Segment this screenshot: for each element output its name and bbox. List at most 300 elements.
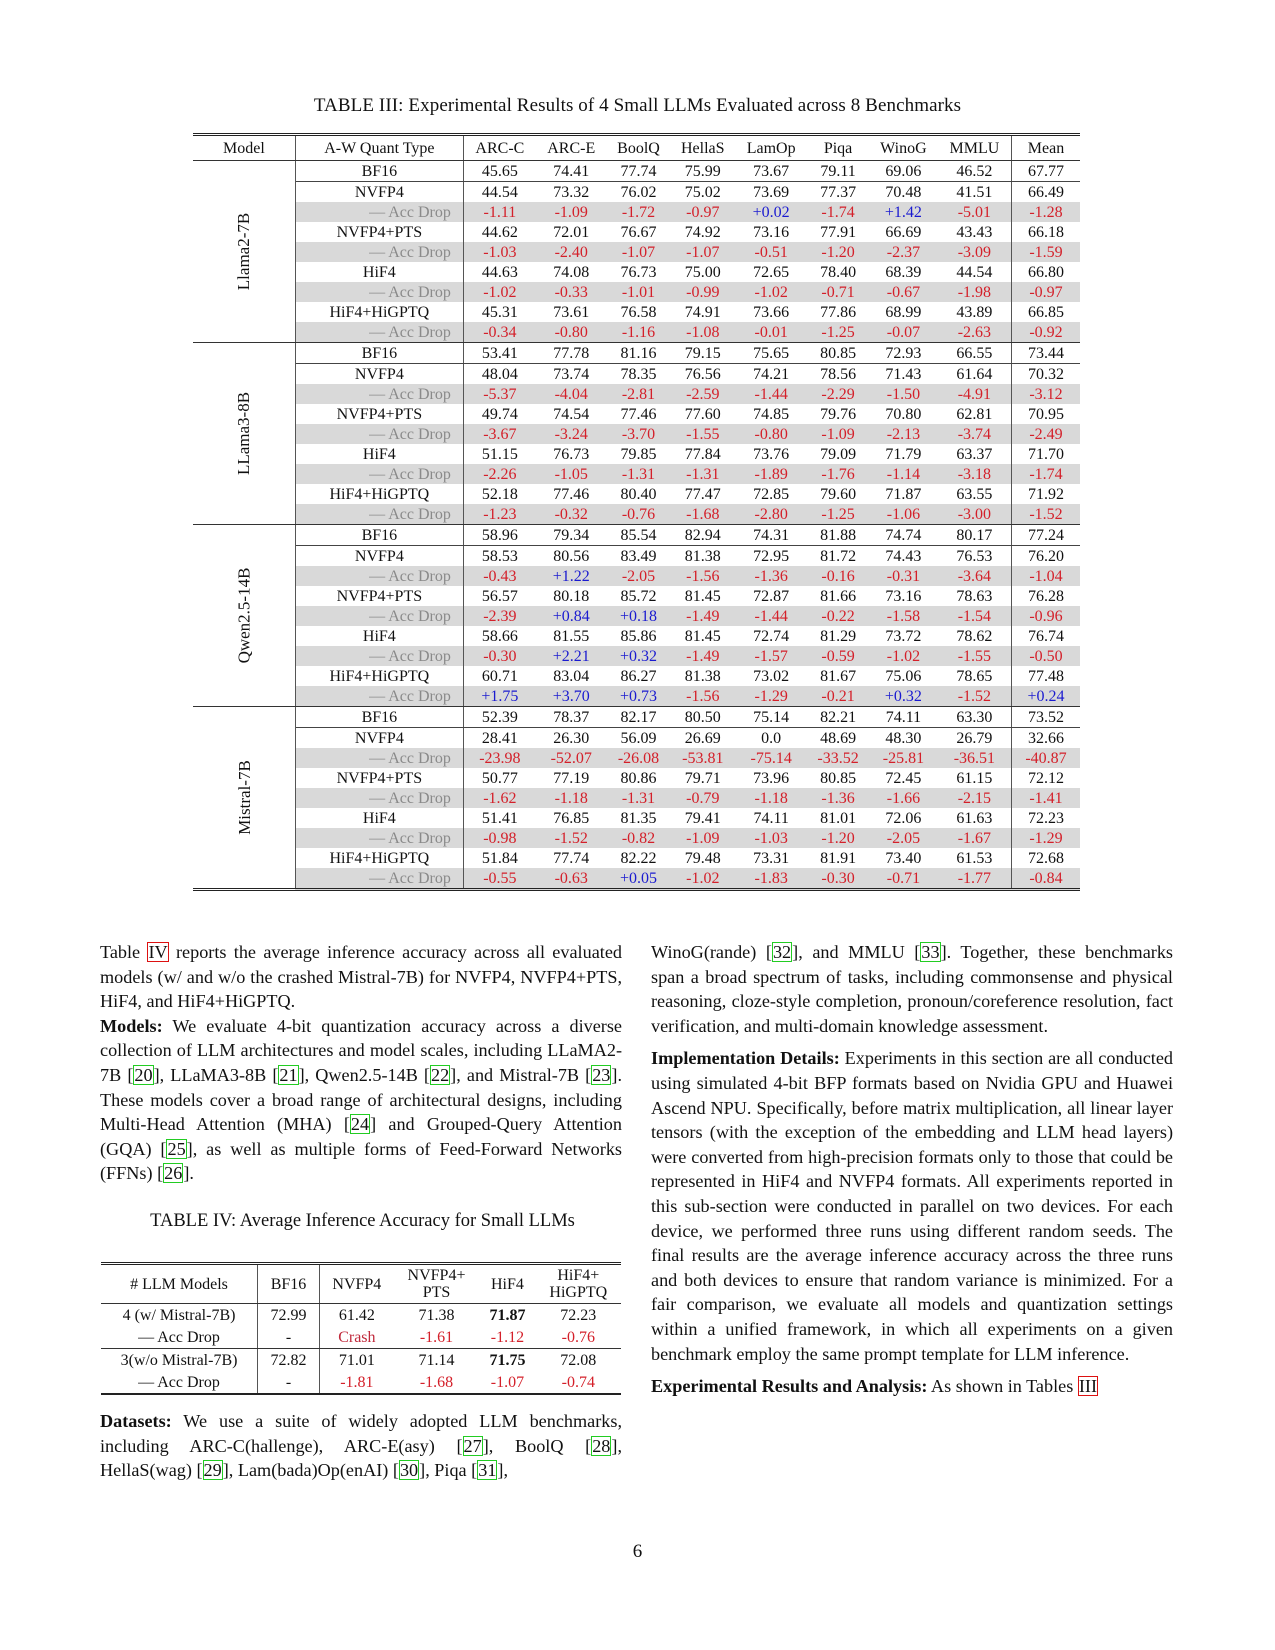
quant-type: HiF4+HiGPTQ	[295, 666, 463, 686]
acc-drop-cell: -0.30	[807, 868, 869, 890]
value-cell: 72.01	[553, 223, 590, 241]
table-row-acc-drop	[193, 504, 1080, 525]
acc-drop-cell: -1.36	[807, 788, 869, 808]
table-3-caption: TABLE III: Experimental Results of 4 Small LLMs Evaluated across 8 Benchmarks	[313, 95, 962, 116]
quant-type: HiF4	[295, 626, 463, 646]
value-cell: 73.02	[753, 667, 790, 685]
table-row-acc-drop	[193, 686, 1080, 707]
acc-drop-cell: -1.41	[1012, 788, 1081, 808]
right-column	[651, 940, 1173, 1399]
value-cell: 44.54	[481, 183, 518, 201]
value-cell: 78.63	[956, 587, 993, 605]
value-cell: 79.76	[820, 405, 857, 423]
value-cell: 68.39	[885, 263, 922, 281]
value-cell: 67.77	[1012, 161, 1081, 182]
acc-drop-cell: -0.32	[536, 504, 607, 525]
header-piqa: Piqa	[807, 135, 869, 161]
acc-drop-cell: -3.24	[536, 424, 607, 444]
value-cell: 76.02	[620, 183, 657, 201]
models-heading: Models:	[100, 1015, 163, 1036]
acc-drop-cell: +0.24	[1012, 686, 1081, 707]
header-model: Model	[193, 135, 295, 161]
acc-drop-cell: -2.05	[869, 828, 938, 848]
citation-link[interactable]: 24	[350, 1114, 370, 1135]
value-cell: 63.37	[956, 445, 993, 463]
value-cell: 70.32	[1012, 364, 1081, 385]
value-cell: 76.53	[956, 547, 993, 565]
acc-drop-cell: +3.70	[536, 686, 607, 707]
acc-drop-cell: -26.08	[607, 748, 671, 768]
value-cell: 70.95	[1012, 404, 1081, 424]
value-cell: 45.65	[463, 161, 536, 182]
acc-drop-cell: -1.20	[807, 828, 869, 848]
paragraph-table-iv-summary: Table IV reports the average inference accuracy across all evaluated models (w/ and w/o the crashed Mistral-7B) for NVFP4, NVFP4+PTS, HiF4, and HiF4+HiGPTQ.	[100, 942, 622, 1012]
value-cell: 66.55	[938, 343, 1012, 364]
acc-drop-cell: -1.20	[807, 242, 869, 262]
value-cell: 77.60	[684, 405, 721, 423]
table-row	[193, 343, 1080, 364]
acc-drop-cell: -1.02	[869, 646, 938, 666]
acc-drop-cell: -1.03	[735, 828, 807, 848]
value-cell: 71.43	[885, 365, 922, 383]
header-boolq: BoolQ	[607, 135, 671, 161]
acc-drop-cell: +0.05	[607, 868, 671, 890]
acc-drop-cell: -1.31	[607, 788, 671, 808]
acc-drop-cell: -0.80	[536, 322, 607, 343]
table-row	[193, 546, 1080, 567]
value-cell: 73.32	[553, 183, 590, 201]
acc-drop-cell: -0.63	[536, 868, 607, 890]
acc-drop-cell: -2.59	[670, 384, 735, 404]
left-column-datasets	[100, 1409, 622, 1483]
value-cell: 77.78	[536, 343, 607, 364]
acc-drop-cell: -0.51	[735, 242, 807, 262]
value-cell: 72.68	[1012, 848, 1081, 868]
value-cell: 52.39	[463, 707, 536, 728]
quant-type: NVFP4	[295, 182, 463, 203]
acc-drop-cell: -1.07	[670, 242, 735, 262]
value-cell: 70.48	[885, 183, 922, 201]
acc-drop-cell: -2.05	[607, 566, 671, 586]
implementation-heading: Implementation Details:	[651, 1048, 840, 1069]
value-cell: 74.92	[684, 223, 721, 241]
value-cell: 77.24	[1012, 525, 1081, 546]
value-cell: 66.18	[1012, 222, 1081, 242]
quant-type: NVFP4+PTS	[295, 222, 463, 242]
value-cell: 72.74	[753, 627, 790, 645]
table-ref-link[interactable]: III	[1078, 1376, 1098, 1397]
value-cell: 79.71	[684, 769, 721, 787]
value-cell: 66.69	[885, 223, 922, 241]
acc-drop-cell: -1.01	[607, 282, 671, 302]
table-4-header-row	[101, 1264, 621, 1304]
acc-drop-cell: -1.07	[607, 242, 671, 262]
value-cell: 48.69	[820, 729, 857, 747]
acc-drop-cell: -0.97	[1012, 282, 1081, 302]
value-cell: 81.16	[607, 343, 671, 364]
header-winog: WinoG	[869, 135, 938, 161]
model-label: Qwen2.5-14B	[193, 525, 295, 707]
value-cell: 76.56	[684, 365, 721, 383]
table-row	[193, 364, 1080, 385]
table-row-acc-drop	[193, 788, 1080, 808]
citation-link[interactable]: 23	[592, 1064, 611, 1085]
table-row	[193, 728, 1080, 749]
acc-drop-label: — Acc Drop	[295, 202, 463, 222]
value-cell: 76.58	[620, 303, 657, 321]
header-arc-e: ARC-E	[536, 135, 607, 161]
acc-drop-cell: -0.84	[1012, 868, 1081, 890]
acc-drop-label: — Acc Drop	[295, 504, 463, 525]
acc-drop-cell: -2.26	[463, 464, 536, 484]
table-row-acc-drop	[193, 424, 1080, 444]
header-arc-c: ARC-C	[463, 135, 536, 161]
value-cell: 26.79	[956, 729, 993, 747]
value-cell: 73.72	[885, 627, 922, 645]
acc-drop-cell: -1.54	[938, 606, 1012, 626]
value-cell: 72.65	[753, 263, 790, 281]
value-cell: 75.02	[684, 183, 721, 201]
value-cell: 58.96	[463, 525, 536, 546]
acc-drop-cell: -0.21	[807, 686, 869, 707]
acc-drop-cell: -1.55	[938, 646, 1012, 666]
table-row-acc-drop	[193, 606, 1080, 626]
acc-drop-cell: -1.57	[735, 646, 807, 666]
table-row-acc-drop: — Acc Drop - Crash -1.61 -1.12 -0.76	[101, 1326, 621, 1349]
quant-type: NVFP4+PTS	[295, 768, 463, 788]
value-cell: 73.52	[1012, 707, 1081, 728]
acc-drop-cell: -0.92	[1012, 322, 1081, 343]
value-cell: 73.66	[753, 303, 790, 321]
value-cell: 77.84	[684, 445, 721, 463]
value-cell: 83.49	[620, 547, 657, 565]
value-cell: 78.56	[820, 365, 857, 383]
value-cell: 50.77	[481, 769, 518, 787]
table-row-acc-drop	[193, 464, 1080, 484]
acc-drop-cell: +1.75	[463, 686, 536, 707]
acc-drop-cell: -1.67	[938, 828, 1012, 848]
header-hif4: HiF4	[479, 1264, 535, 1304]
acc-drop-cell: -75.14	[735, 748, 807, 768]
value-cell: 76.67	[620, 223, 657, 241]
value-cell: 74.11	[753, 809, 789, 827]
acc-drop-cell: -2.81	[607, 384, 671, 404]
table-row: 4 (w/ Mistral-7B) 72.99 61.42 71.38 71.87 72.23	[101, 1304, 621, 1327]
acc-drop-cell: -0.01	[735, 322, 807, 343]
citation-link[interactable]: 28	[592, 1435, 611, 1456]
value-cell: 79.11	[807, 161, 869, 182]
citation-link[interactable]: 20	[134, 1064, 153, 1085]
acc-drop-label: — Acc Drop	[295, 322, 463, 343]
citation-link[interactable]: 25	[167, 1138, 186, 1159]
table-row-acc-drop	[193, 566, 1080, 586]
citation-link[interactable]: 33	[921, 942, 940, 962]
acc-drop-label: — Acc Drop	[295, 828, 463, 848]
header-hif4-higptq: HiF4+ HiGPTQ	[536, 1264, 621, 1304]
value-cell: 73.69	[753, 183, 790, 201]
value-cell: 79.15	[670, 343, 735, 364]
value-cell: 80.56	[553, 547, 590, 565]
acc-drop-cell: -1.02	[463, 282, 536, 302]
acc-drop-cell: -1.31	[607, 464, 671, 484]
value-cell: 62.81	[956, 405, 993, 423]
acc-drop-cell: -2.49	[1012, 424, 1081, 444]
acc-drop-cell: +0.02	[735, 202, 807, 222]
value-cell: 66.85	[1012, 302, 1081, 322]
acc-drop-label: — Acc Drop	[295, 606, 463, 626]
paragraph-models: Models: We evaluate 4-bit quantization accuracy across a diverse collection of LLM architectures and model scales, including LLaMA2-7B [20], LLaMA3-8B [21], Qwen2.5-14B [22], and Mistral-7B [23]. These models cover a broad range of architectural designs, including Multi-Head Attention (MHA) [24] and Grouped-Query Attention (GQA) [25], as well as multiple forms of Feed-Forward Networks (FFNs) [26].	[100, 1015, 623, 1184]
acc-drop-cell: -2.29	[807, 384, 869, 404]
acc-drop-cell: -1.25	[807, 504, 869, 525]
value-cell: 72.87	[753, 587, 790, 605]
value-cell: 74.85	[753, 405, 790, 423]
value-cell: 43.43	[956, 223, 993, 241]
value-cell: 69.06	[869, 161, 938, 182]
value-cell: 61.15	[956, 769, 993, 787]
value-cell: 81.55	[553, 627, 590, 645]
acc-drop-cell: -1.44	[735, 384, 807, 404]
value-cell: 63.30	[938, 707, 1012, 728]
model-label: Llama2-7B	[193, 161, 295, 343]
citation-link[interactable]: 29	[203, 1460, 222, 1481]
value-cell: 61.53	[956, 849, 993, 867]
acc-drop-cell: -1.58	[869, 606, 938, 626]
acc-drop-cell: -1.72	[607, 202, 671, 222]
header-mmlu: MMLU	[938, 135, 1012, 161]
value-cell: 80.85	[820, 769, 857, 787]
acc-drop-cell: -1.03	[463, 242, 536, 262]
acc-drop-cell: -2.13	[869, 424, 938, 444]
header-bf16: BF16	[258, 1264, 320, 1304]
value-cell: 66.49	[1012, 182, 1081, 203]
value-cell: 44.54	[956, 263, 993, 281]
acc-drop-cell: -1.29	[1012, 828, 1081, 848]
citation-link[interactable]: 32	[772, 942, 792, 962]
value-cell: 73.74	[553, 365, 590, 383]
acc-drop-cell: -1.04	[1012, 566, 1081, 586]
acc-drop-cell: -36.51	[938, 748, 1012, 768]
value-cell: 73.16	[885, 587, 922, 605]
header-quant-type: A-W Quant Type	[295, 135, 463, 161]
acc-drop-cell: -0.99	[670, 282, 735, 302]
value-cell: 72.06	[885, 809, 922, 827]
value-cell: 81.88	[807, 525, 869, 546]
page-number: 6	[632, 1541, 643, 1562]
model-label: Mistral-7B	[193, 707, 295, 890]
acc-drop-cell: -0.30	[463, 646, 536, 666]
value-cell: 75.65	[735, 343, 807, 364]
value-cell: 26.69	[684, 729, 721, 747]
acc-drop-label: — Acc Drop	[295, 788, 463, 808]
value-cell: 49.74	[481, 405, 518, 423]
acc-drop-cell: -1.31	[670, 464, 735, 484]
value-cell: 44.62	[481, 223, 518, 241]
acc-drop-cell: -1.09	[670, 828, 735, 848]
value-cell: 74.11	[869, 707, 938, 728]
value-cell: 81.72	[820, 547, 857, 565]
acc-drop-cell: -0.22	[807, 606, 869, 626]
value-cell: 77.74	[607, 161, 671, 182]
value-cell: 73.40	[885, 849, 922, 867]
table-3	[193, 133, 1080, 891]
value-cell: 61.63	[956, 809, 993, 827]
value-cell: 77.86	[820, 303, 857, 321]
header-nvfp4-pts: NVFP4+ PTS	[394, 1264, 480, 1304]
header-llm-models: # LLM Models	[101, 1264, 258, 1304]
table-row-acc-drop	[193, 868, 1080, 890]
value-cell: 41.51	[956, 183, 993, 201]
acc-drop-cell: -0.82	[607, 828, 671, 848]
acc-drop-cell: -1.08	[670, 322, 735, 343]
table-row-acc-drop	[193, 242, 1080, 262]
value-cell: 76.74	[1012, 626, 1081, 646]
value-cell: 80.50	[670, 707, 735, 728]
value-cell: 72.23	[1012, 808, 1081, 828]
acc-drop-cell: -2.40	[536, 242, 607, 262]
acc-drop-label: — Acc Drop	[295, 242, 463, 262]
table-row	[193, 768, 1080, 788]
acc-drop-label: — Acc Drop	[295, 424, 463, 444]
acc-drop-cell: -3.74	[938, 424, 1012, 444]
value-cell: 83.04	[553, 667, 590, 685]
acc-drop-cell: -1.11	[463, 202, 536, 222]
acc-drop-cell: -1.83	[735, 868, 807, 890]
acc-drop-cell: -1.59	[1012, 242, 1081, 262]
citation-link[interactable]: 31	[478, 1460, 497, 1481]
table-4	[101, 1262, 621, 1395]
header-nvfp4: NVFP4	[320, 1264, 394, 1304]
acc-drop-cell: -0.33	[536, 282, 607, 302]
acc-drop-cell: -33.52	[807, 748, 869, 768]
value-cell: 76.28	[1012, 586, 1081, 606]
value-cell: 71.87	[885, 485, 922, 503]
value-cell: 77.74	[553, 849, 590, 867]
value-cell: 74.21	[753, 365, 790, 383]
table-ref-link[interactable]: IV	[148, 942, 168, 962]
left-column	[100, 940, 622, 1186]
value-cell: 85.72	[620, 587, 657, 605]
acc-drop-cell: -0.71	[807, 282, 869, 302]
acc-drop-label: — Acc Drop	[295, 686, 463, 707]
acc-drop-cell: +0.84	[536, 606, 607, 626]
acc-drop-cell: -1.49	[670, 646, 735, 666]
paragraph-results: Experimental Results and Analysis: As shown in Tables III	[651, 1376, 1098, 1397]
acc-drop-cell: +0.32	[869, 686, 938, 707]
citation-link[interactable]: 21	[279, 1064, 298, 1085]
value-cell: 72.95	[753, 547, 790, 565]
acc-drop-cell: -0.31	[869, 566, 938, 586]
model-label: LLama3-8B	[193, 343, 295, 525]
value-cell: 51.15	[481, 445, 518, 463]
value-cell: 78.35	[620, 365, 657, 383]
value-cell: 78.62	[956, 627, 993, 645]
acc-drop-cell: -0.07	[869, 322, 938, 343]
acc-drop-cell: -1.14	[869, 464, 938, 484]
table-row-acc-drop	[193, 646, 1080, 666]
value-cell: 32.66	[1012, 728, 1081, 749]
acc-drop-cell: -2.39	[463, 606, 536, 626]
table-row	[193, 444, 1080, 464]
quant-type: HiF4+HiGPTQ	[295, 848, 463, 868]
value-cell: 52.18	[481, 485, 518, 503]
value-cell: 79.48	[684, 849, 721, 867]
quant-type: BF16	[295, 525, 463, 546]
acc-drop-cell: -1.74	[1012, 464, 1081, 484]
value-cell: 73.76	[753, 445, 790, 463]
value-cell: 82.17	[607, 707, 671, 728]
value-cell: 85.54	[607, 525, 671, 546]
citation-link[interactable]: 27	[463, 1435, 482, 1456]
value-cell: 75.99	[670, 161, 735, 182]
acc-drop-cell: -5.37	[463, 384, 536, 404]
table-row	[193, 262, 1080, 282]
value-cell: 81.38	[684, 547, 721, 565]
acc-drop-cell: -0.96	[1012, 606, 1081, 626]
acc-drop-cell: -1.06	[869, 504, 938, 525]
quant-type: HiF4+HiGPTQ	[295, 302, 463, 322]
value-cell: 74.08	[553, 263, 590, 281]
value-cell: 73.44	[1012, 343, 1081, 364]
quant-type: BF16	[295, 343, 463, 364]
acc-drop-cell: -25.81	[869, 748, 938, 768]
table-row	[193, 586, 1080, 606]
value-cell: 58.66	[481, 627, 518, 645]
value-cell: 70.80	[885, 405, 922, 423]
value-cell: 68.99	[885, 303, 922, 321]
value-cell: 77.48	[1012, 666, 1081, 686]
acc-drop-label: — Acc Drop	[295, 282, 463, 302]
citation-link[interactable]: 22	[430, 1064, 450, 1085]
value-cell: 77.46	[620, 405, 657, 423]
value-cell: 44.63	[481, 263, 518, 281]
citation-link[interactable]: 26	[164, 1163, 183, 1184]
value-cell: 81.91	[820, 849, 857, 867]
value-cell: 77.37	[820, 183, 857, 201]
acc-drop-cell: +0.32	[607, 646, 671, 666]
quant-type: HiF4	[295, 262, 463, 282]
value-cell: 72.12	[1012, 768, 1081, 788]
acc-drop-cell: -0.97	[670, 202, 735, 222]
acc-drop-cell: -2.37	[869, 242, 938, 262]
acc-drop-cell: -1.62	[463, 788, 536, 808]
value-cell: 75.06	[885, 667, 922, 685]
value-cell: 80.40	[620, 485, 657, 503]
quant-type: HiF4	[295, 808, 463, 828]
value-cell: 51.84	[481, 849, 518, 867]
acc-drop-cell: -1.52	[1012, 504, 1081, 525]
value-cell: 75.14	[735, 707, 807, 728]
acc-drop-cell: -1.77	[938, 868, 1012, 890]
value-cell: 80.86	[620, 769, 657, 787]
value-cell: 53.41	[463, 343, 536, 364]
value-cell: 71.79	[885, 445, 922, 463]
value-cell: 74.91	[684, 303, 721, 321]
value-cell: 79.60	[820, 485, 857, 503]
acc-drop-cell: -0.79	[670, 788, 735, 808]
quant-type: NVFP4	[295, 364, 463, 385]
value-cell: 82.22	[620, 849, 657, 867]
citation-link[interactable]: 30	[399, 1460, 419, 1481]
table-row	[193, 808, 1080, 828]
value-cell: 73.31	[753, 849, 790, 867]
table-3-header-row	[193, 135, 1080, 161]
acc-drop-cell: -1.76	[807, 464, 869, 484]
acc-drop-label: — Acc Drop	[295, 868, 463, 890]
table-row: 3(w/o Mistral-7B) 72.82 71.01 71.14 71.75 72.08	[101, 1349, 621, 1372]
value-cell: 79.09	[820, 445, 857, 463]
acc-drop-cell: -1.29	[735, 686, 807, 707]
acc-drop-cell: -3.67	[463, 424, 536, 444]
